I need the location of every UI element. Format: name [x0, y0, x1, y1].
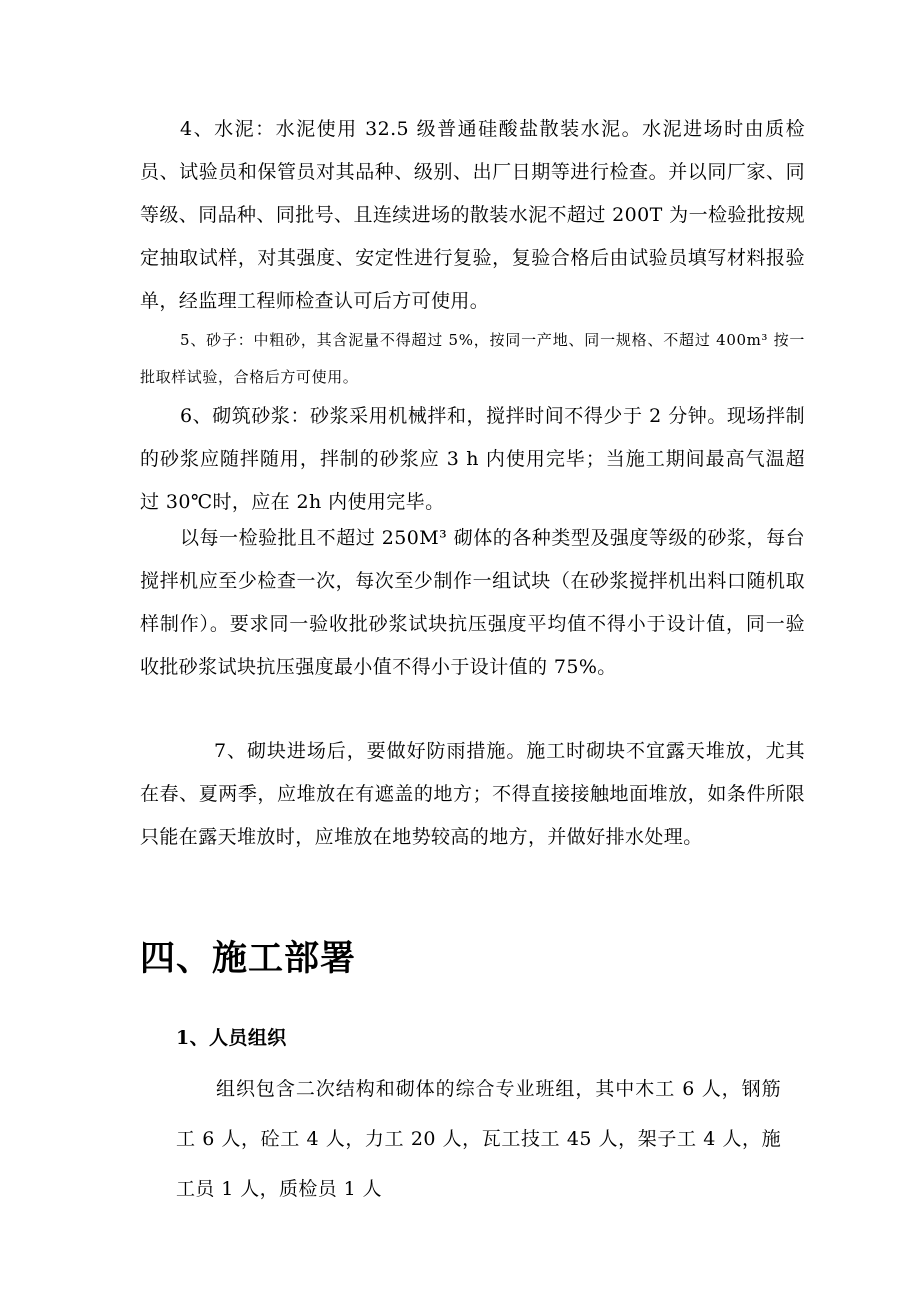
mortar-paragraph: 6、砌筑砂浆：砂浆采用机械拌和，搅拌时间不得少于 2 分钟。现场拌制的砂浆应随拌随用，拌制的砂浆应 3 h 内使用完毕；当施工期间最高气温超过 30℃时，应在 2h 内使用完毕。	[140, 405, 805, 513]
section-title: 四、施工部署	[140, 939, 357, 979]
staff-paragraph: 组织包含二次结构和砌体的综合专业班组，其中木工 6 人，钢筋工 6 人，砼工 4 人，力工 20 人，瓦工技工 45 人，架子工 4 人，施工员 1 人，质检员 1 人	[176, 1078, 781, 1200]
subsection-title: 1、人员组织	[176, 1027, 287, 1049]
blocks-paragraph: 7、砌块进场后，要做好防雨措施。施工时砌块不宜露天堆放，尤其在春、夏两季，应堆放在有遮盖的地方；不得直接接触地面堆放，如条件所限只能在露天堆放时，应堆放在地势较高的地方，并做好排水处理。	[140, 740, 805, 848]
mortar-check-paragraph: 以每一检验批且不超过 250M³ 砌体的各种类型及强度等级的砂浆，每台搅拌机应至少检查一次，每次至少制作一组试块（在砂浆搅拌机出料口随机取样制作）。要求同一验收批砂浆试块抗压强度平均值不得小于设计值，同一验收批砂浆试块抗压强度最小值不得小于设计值的 75%。	[140, 527, 805, 678]
cement-paragraph: 4、水泥：水泥使用 32.5 级普通硅酸盐散装水泥。水泥进场时由质检员、试验员和保管员对其品种、级别、出厂日期等进行检查。并以同厂家、同等级、同品种、同批号、且连续进场的散装水泥不超过 200T 为一检验批按规定抽取试样，对其强度、安定性进行复验，复验合格后由试验员填写材料报验单，经监理工程师检查认可后方可使用。	[140, 118, 805, 312]
sand-paragraph: 5、砂子：中粗砂，其含泥量不得超过 5%，按同一产地、同一规格、不超过 400m³ 按一批取样试验，合格后方可使用。	[140, 331, 805, 386]
